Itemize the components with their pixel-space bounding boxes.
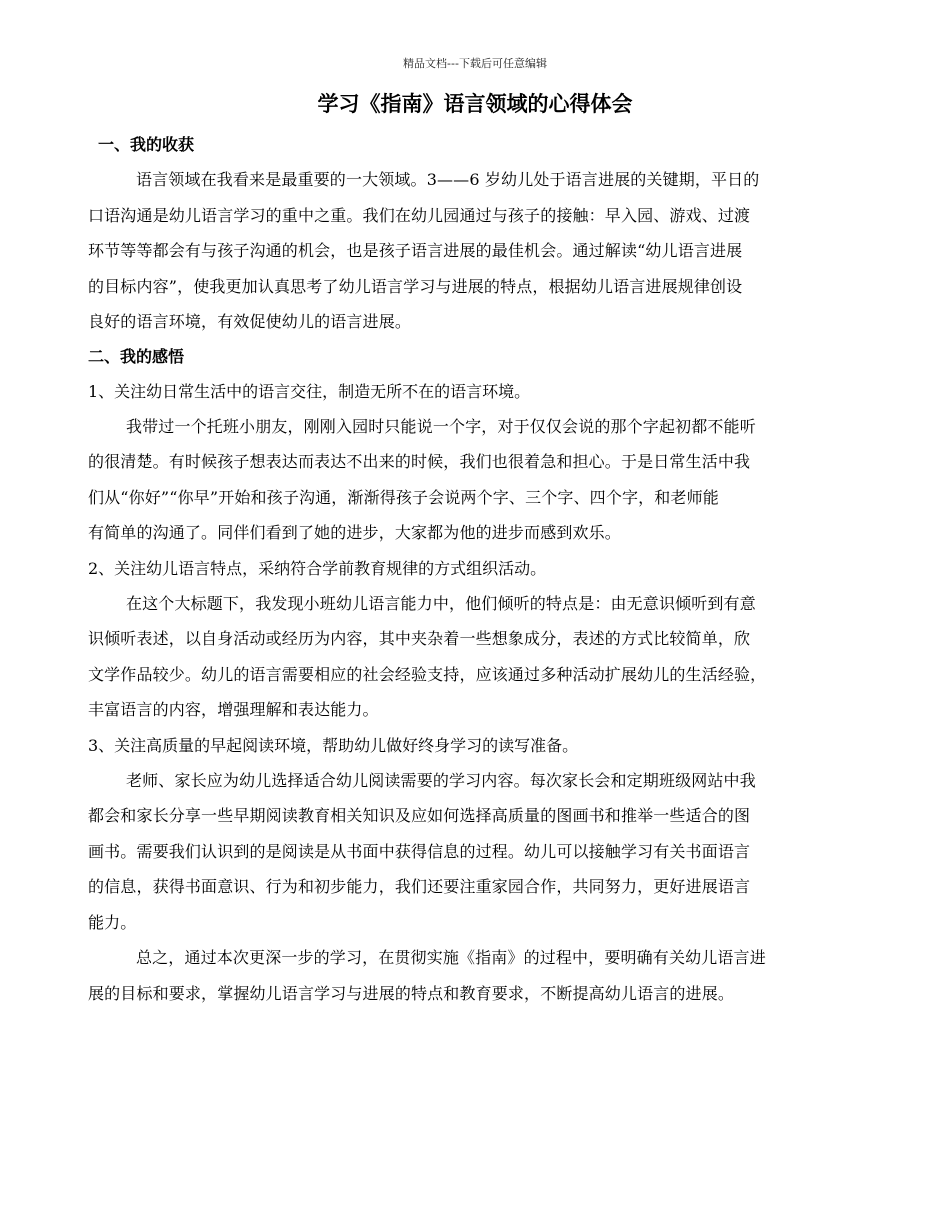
paragraph-line: 我带过一个托班小朋友，刚刚入园时只能说一个字，对于仅仅会说的那个字起初都不能听 <box>126 416 756 436</box>
paragraph-line: 的信息，获得书面意识、行为和初步能力，我们还要注重家园合作，共同努力，更好进展语言 <box>88 877 751 896</box>
paragraph-line: 老师、家长应为幼儿选择适合幼儿阅读需要的学习内容。每次家长会和定期班级网站中我 <box>126 770 756 790</box>
summary-line: 展的目标和要求，掌握幼儿语言学习与进展的特点和教育要求，不断提高幼儿语言的进展。 <box>88 983 735 1003</box>
paragraph-line: 环节等等都会有与孩子沟通的机会，也是孩子语言进展的最佳机会。通过解读“幼儿语言进展 <box>88 241 743 260</box>
paragraph-line: 良好的语言环境，有效促使幼儿的语言进展。 <box>88 312 412 331</box>
summary-line: 总之，通过本次更深一步的学习，在贯彻实施《指南》的过程中，要明确有关幼儿语言进 <box>136 948 766 967</box>
paragraph-line: 口语沟通是幼儿语言学习的重中之重。我们在幼儿园通过与孩子的接触：早入园、游戏、过渡 <box>88 205 751 225</box>
paragraph-line: 在这个大标题下，我发现小班幼儿语言能力中，他们倾听的特点是：由无意识倾听到有意 <box>126 593 756 613</box>
paragraph-line: 都会和家长分享一些早期阅读教育相关知识及应如何选择高质量的图画书和推举一些适合的图 <box>88 806 751 825</box>
section-heading-insights: 二、我的感悟 <box>88 346 185 366</box>
paragraph-line: 语言领域在我看来是最重要的一大领域。3——6 岁幼儿处于语言进展的关键期，平日的 <box>136 170 760 189</box>
paragraph-line: 丰富语言的内容，增强理解和表达能力。 <box>88 700 379 719</box>
point-title-1: 1、关注幼日常生活中的语言交往，制造无所不在的语言环境。 <box>88 381 531 401</box>
paragraph-line: 识倾听表述，以自身活动或经历为内容，其中夹杂着一些想象成分，表述的方式比较简单，欣 <box>88 629 751 648</box>
paragraph-line: 的目标内容”，使我更加认真思考了幼儿语言学习与进展的特点，根据幼儿语言进展规律创设 <box>88 276 743 296</box>
point-title-2: 2、关注幼儿语言特点，采纳符合学前教育规律的方式组织活动。 <box>88 558 547 578</box>
paragraph-line: 画书。需要我们认识到的是阅读是从书面中获得信息的过程。幼儿可以接触学习有关书面语言 <box>88 841 751 861</box>
section-heading-gains: 一、我的收获 <box>98 135 195 154</box>
paragraph-line: 有简单的沟通了。同伴们看到了她的进步，大家都为他的进步而感到欢乐。 <box>88 523 621 542</box>
paragraph-line: 文学作品较少。幼儿的语言需要相应的社会经验支持，应该通过多种活动扩展幼儿的生活经验， <box>88 664 767 684</box>
paragraph-line: 能力。 <box>88 912 137 932</box>
document-body <box>88 128 878 1011</box>
page-header-note: 精品文档---下载后可任意编辑 <box>403 57 547 70</box>
point-title-3: 3、关注高质量的早起阅读环境，帮助幼儿做好终身学习的读写准备。 <box>88 735 579 755</box>
paragraph-line: 们从“你好”“你早”开始和孩子沟通，渐渐得孩子会说两个字、三个字、四个字，和老师能 <box>88 487 719 507</box>
document-title: 学习《指南》语言领域的心得体会 <box>317 92 633 116</box>
paragraph-line: 的很清楚。有时候孩子想表达而表达不出来的时候，我们也很着急和担心。于是日常生活中我 <box>88 452 751 471</box>
